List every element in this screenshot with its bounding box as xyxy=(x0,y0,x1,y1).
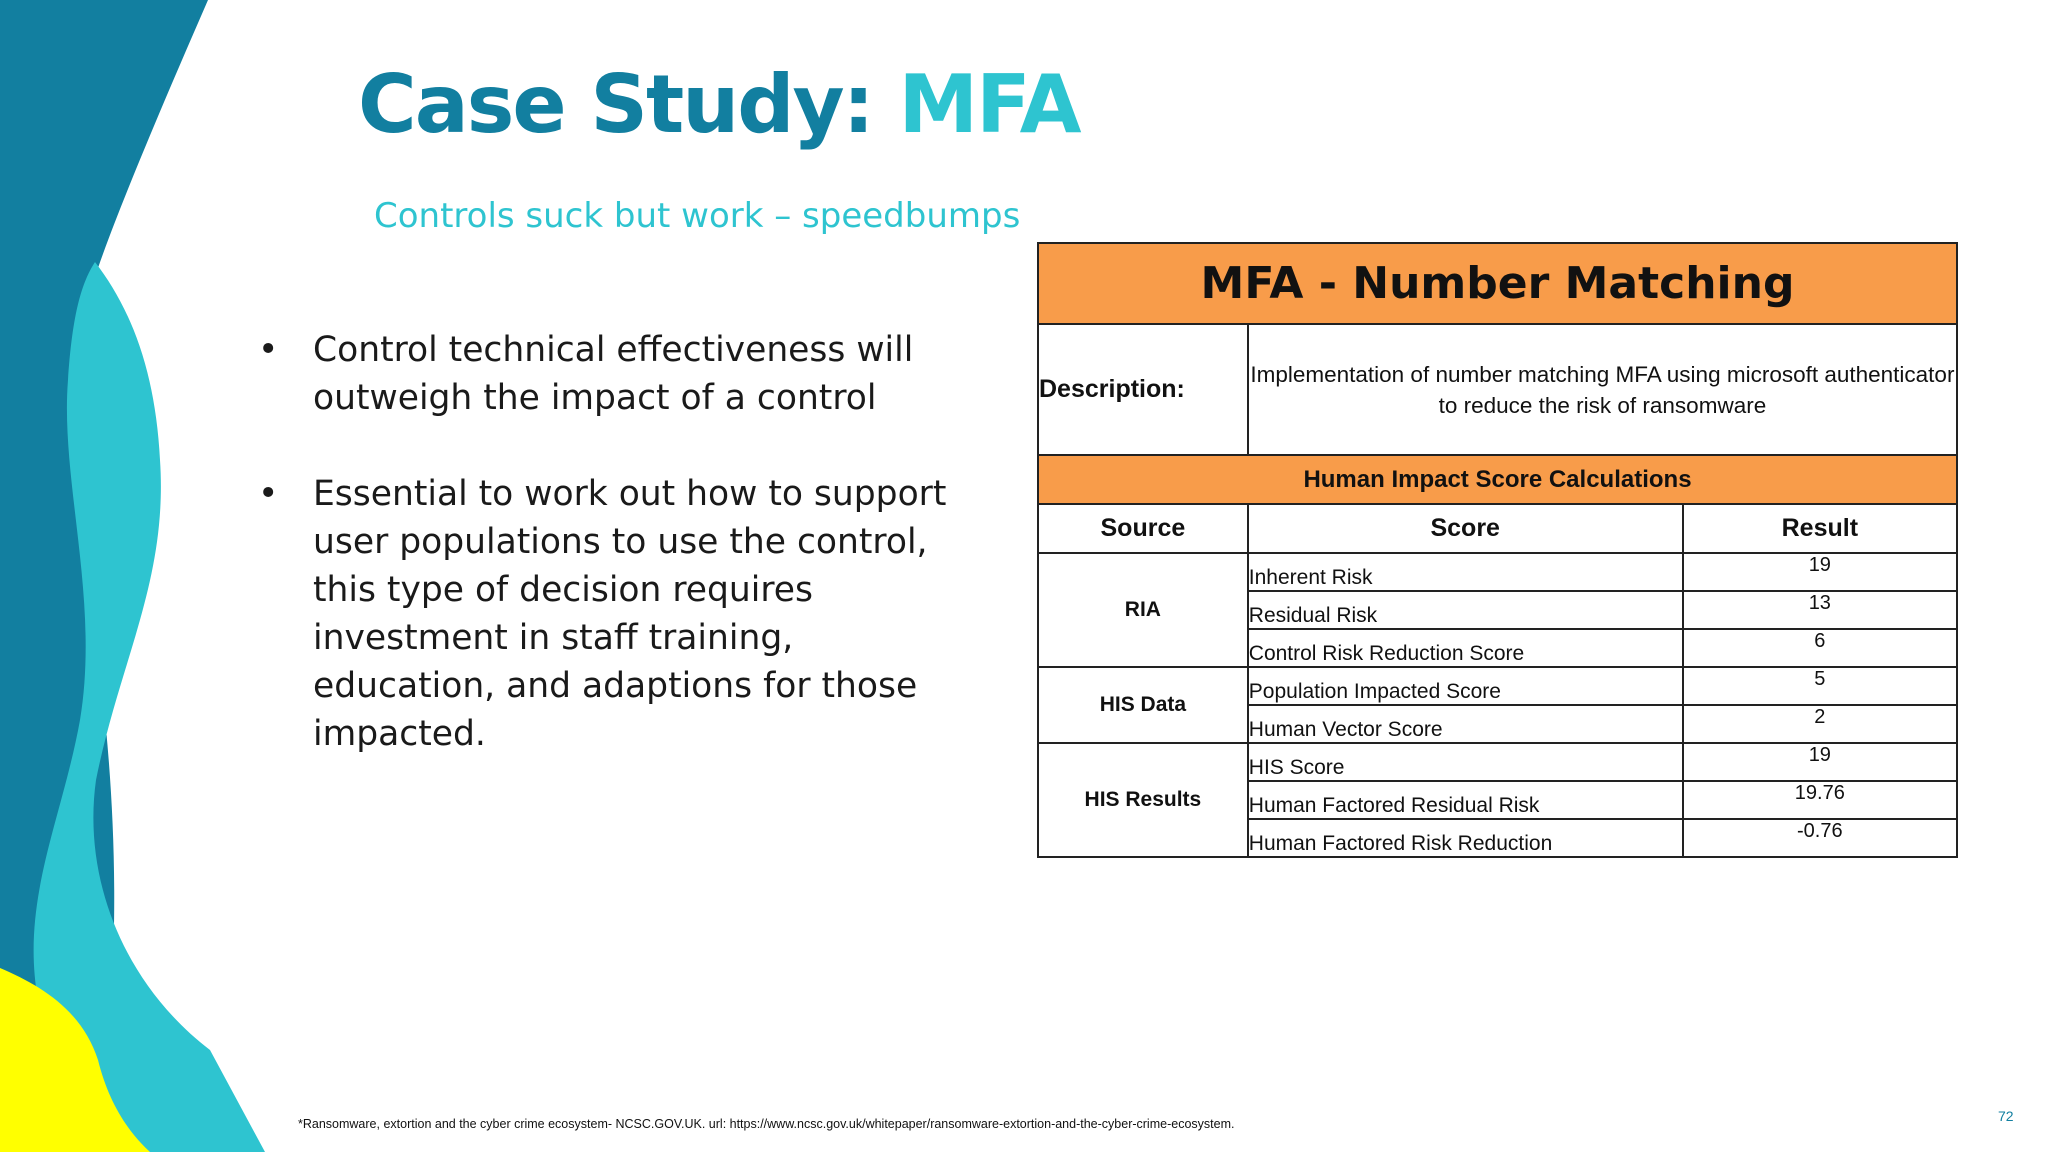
group-label: RIA xyxy=(1038,553,1248,667)
column-header-source: Source xyxy=(1038,504,1248,553)
page-subtitle: Controls suck but work – speedbumps xyxy=(374,196,1021,236)
score-name: Population Impacted Score xyxy=(1248,667,1683,705)
result-value: 5 xyxy=(1683,667,1957,705)
table-row xyxy=(1038,553,1957,591)
result-value: -0.76 xyxy=(1683,819,1957,857)
table-title-row xyxy=(1038,243,1957,324)
description-text: Implementation of number matching MFA using microsoft authenticator to reduce the risk of ransomware xyxy=(1248,324,1957,455)
title-main: Case Study: xyxy=(358,58,899,151)
bullet-list xyxy=(258,326,958,806)
result-value: 2 xyxy=(1683,705,1957,743)
score-name: Human Factored Residual Risk xyxy=(1248,781,1683,819)
table-title: MFA - Number Matching xyxy=(1038,243,1957,324)
bullet-marker: • xyxy=(258,330,279,370)
bullet-item xyxy=(258,470,958,758)
footnote: *Ransomware, extortion and the cyber crime ecosystem- NCSC.GOV.UK. url: https://www.ncsc.gov.uk/whitepaper/ransomware-extortion-and-the-cyber-crime-ecosystem. xyxy=(298,1117,1235,1131)
result-value: 13 xyxy=(1683,591,1957,629)
score-name: Control Risk Reduction Score xyxy=(1248,629,1683,667)
table-row xyxy=(1038,667,1957,705)
group-label: HIS Results xyxy=(1038,743,1248,857)
result-value: 19 xyxy=(1683,553,1957,591)
group-label: HIS Data xyxy=(1038,667,1248,743)
score-name: Inherent Risk xyxy=(1248,553,1683,591)
score-name: Human Vector Score xyxy=(1248,705,1683,743)
result-value: 19 xyxy=(1683,743,1957,781)
bullet-item xyxy=(258,326,958,422)
title-accent: MFA xyxy=(898,58,1080,151)
mfa-score-table xyxy=(1037,242,1958,858)
section-header-row xyxy=(1038,455,1957,504)
description-row xyxy=(1038,324,1957,455)
bullet-text: Control technical effectiveness will outweigh the impact of a control xyxy=(313,330,914,418)
column-header-row xyxy=(1038,504,1957,553)
result-value: 6 xyxy=(1683,629,1957,667)
score-name: Human Factored Risk Reduction xyxy=(1248,819,1683,857)
page-number: 72 xyxy=(1998,1108,2014,1124)
table-row xyxy=(1038,743,1957,781)
bullet-marker: • xyxy=(258,474,279,514)
bullet-text: Essential to work out how to support user populations to use the control, this type of decision requires investment in staff training, education, and adaptions for those impacted. xyxy=(313,474,947,754)
description-label: Description: xyxy=(1038,324,1248,455)
result-value: 19.76 xyxy=(1683,781,1957,819)
column-header-score: Score xyxy=(1248,504,1683,553)
score-name: HIS Score xyxy=(1248,743,1683,781)
page-title xyxy=(358,58,1080,151)
column-header-result: Result xyxy=(1683,504,1957,553)
section-header: Human Impact Score Calculations xyxy=(1038,455,1957,504)
score-name: Residual Risk xyxy=(1248,591,1683,629)
